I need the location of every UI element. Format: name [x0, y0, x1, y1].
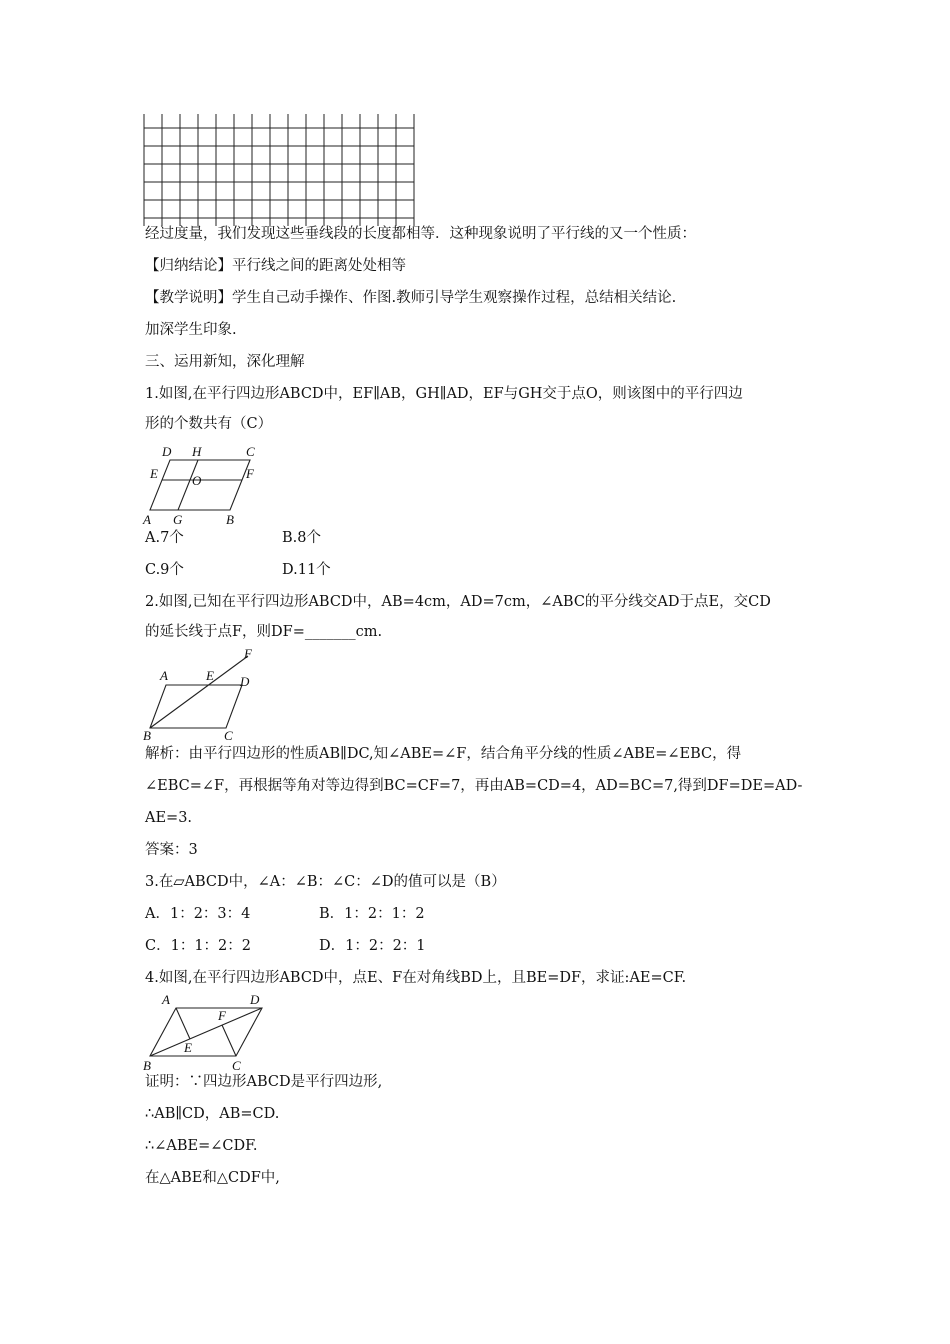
section-heading: 三、运用新知，深化理解: [145, 354, 305, 370]
fig1-label-b: B: [226, 512, 234, 527]
question-2-line-1: 2.如图,已知在平行四边形ABCD中，AB=4cm，AD=7cm，∠ABC的平分线交AD于点E，交CD: [145, 594, 771, 610]
question-2-analysis-3: AE=3.: [145, 810, 193, 826]
fig4-label-d: D: [250, 992, 260, 1007]
teaching-note: 【教学说明】学生自己动手操作、作图.教师引导学生观察操作过程，总结相关结论.: [145, 290, 677, 306]
fig1-label-a: A: [143, 512, 151, 527]
fig1-label-c: C: [246, 444, 255, 459]
fig4-label-e: E: [184, 1040, 192, 1055]
figure-1-parallelogram: [140, 440, 270, 530]
fig2-label-f: F: [244, 648, 252, 661]
proof-line-1: 证明：∵四边形ABCD是平行四边形,: [145, 1074, 383, 1090]
figure-4-parallelogram: [140, 990, 280, 1074]
parallelogram-abcd: [150, 685, 242, 728]
q1-option-b: B.8个: [282, 530, 321, 546]
fig4-label-c: C: [232, 1058, 241, 1073]
grid-figure: [140, 114, 422, 226]
q3-option-b: B．1：2：1：2: [319, 906, 425, 922]
fig2-label-e: E: [206, 668, 214, 683]
q1-options-row-1: [145, 528, 321, 548]
proof-line-2: ∴AB∥CD，AB=CD.: [145, 1106, 280, 1122]
segment-bf: [150, 656, 248, 728]
question-4: 4.如图,在平行四边形ABCD中，点E、F在对角线BD上，且BE=DF，求证:AE=CF.: [145, 970, 687, 986]
q1-option-c: C.9个: [145, 562, 184, 578]
question-2-answer: 答案：3: [145, 842, 198, 858]
proof-line-3: ∴∠ABE=∠CDF.: [145, 1138, 258, 1154]
fig1-label-e: E: [150, 466, 158, 481]
q3-option-d: D．1：2：2：1: [319, 938, 426, 954]
fig2-label-d: D: [240, 674, 250, 689]
q3-option-c: C．1：1：2：2: [145, 938, 251, 954]
question-2-line-2: 的延长线于点F，则DF=_______cm.: [145, 624, 383, 640]
proof-line-4: 在△ABE和△CDF中,: [145, 1170, 280, 1186]
fig2-label-b: B: [143, 728, 151, 743]
figure-2-parallelogram: [140, 648, 270, 744]
fig4-label-b: B: [143, 1058, 151, 1073]
deepen-note: 加深学生印象.: [145, 322, 237, 338]
diagonal-bd: [150, 1008, 262, 1056]
question-2-analysis-1: 解析：由平行四边形的性质AB∥DC,知∠ABE=∠F，结合角平分线的性质∠ABE=∠EBC，得: [145, 746, 742, 762]
segment-ae: [176, 1008, 190, 1039]
fig1-label-d: D: [162, 444, 172, 459]
question-1-line-1: 1.如图,在平行四边形ABCD中，EF∥AB，GH∥AD，EF与GH交于点O，则该图中的平行四边: [145, 386, 743, 402]
question-2-analysis-2: ∠EBC=∠F，再根据等角对等边得到BC=CF=7，再由AB=CD=4，AD=BC=7,得到DF=DE=AD-: [145, 778, 803, 794]
measure-note: 经过度量，我们发现这些垂线段的长度都相等．这种现象说明了平行线的又一个性质：: [145, 226, 696, 242]
fig1-label-h: H: [192, 444, 202, 459]
fig1-label-f: F: [246, 466, 254, 481]
segment-cf: [222, 1025, 236, 1056]
q1-option-a: A.7个: [145, 530, 184, 546]
q3-option-a: A．1：2：3：4: [145, 906, 251, 922]
fig4-label-f: F: [218, 1008, 226, 1023]
q1-option-d: D.11个: [282, 562, 331, 578]
q3-options-row-2: [145, 936, 426, 956]
conclusion: 【归纳结论】平行线之间的距离处处相等: [145, 258, 406, 274]
q3-options-row-1: [145, 904, 425, 924]
fig2-label-a: A: [160, 668, 168, 683]
fig2-label-c: C: [224, 728, 233, 743]
q1-options-row-2: [145, 560, 331, 580]
fig1-label-o: O: [192, 473, 202, 488]
question-1-line-2: 形的个数共有（C）: [145, 416, 273, 432]
fig1-label-g: G: [173, 512, 183, 527]
fig4-label-a: A: [162, 992, 170, 1007]
question-3: 3.在▱ABCD中，∠A：∠B：∠C：∠D的值可以是（B）: [145, 874, 506, 890]
